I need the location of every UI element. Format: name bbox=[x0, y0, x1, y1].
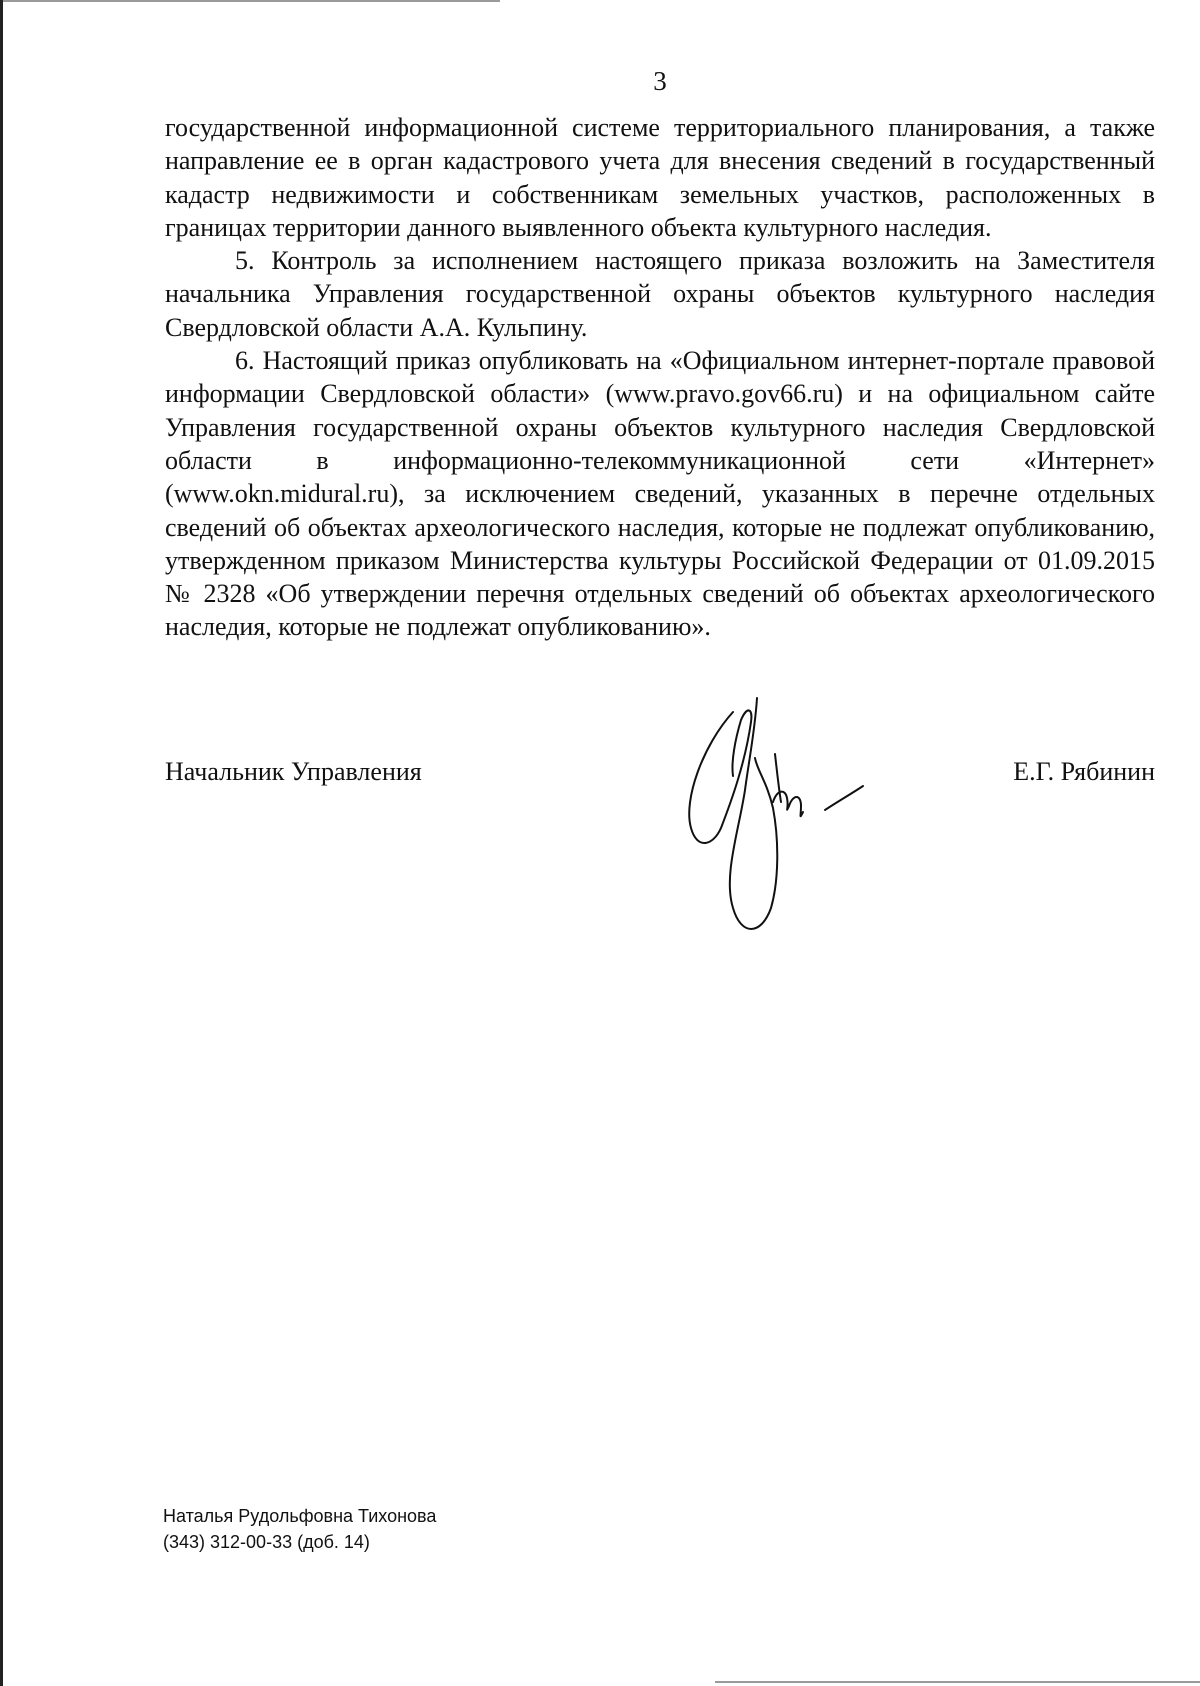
executor-info bbox=[163, 1503, 436, 1555]
signer-name: Е.Г. Рябинин bbox=[1013, 757, 1155, 786]
signer-title: Начальник Управления bbox=[165, 757, 422, 786]
scan-edge-bottom bbox=[715, 1681, 1200, 1683]
scan-edge-left bbox=[0, 0, 3, 1686]
page-number: 3 bbox=[653, 66, 667, 96]
handwritten-signature bbox=[675, 690, 905, 950]
scan-edge-top bbox=[0, 0, 500, 2]
paragraph-control-clause: 5. Контроль за исполнением настоящего приказа возложить на Заместителя начальника Управления государственной охраны объектов культурного наследия Свердловской области А.А. Кульпину. bbox=[165, 246, 1155, 342]
paragraph-publication-clause: 6. Настоящий приказ опубликовать на «Официальном интернет-портале правовой информации Свердловской области» (www.pravo.gov66.ru) и на официальном сайте Управления государственной охраны объектов культурного наследия Свердловской области в информационно-телекоммуникационной сети «Интернет» (www.okn.midural.ru), за исключением сведений, указанных в перечне отдельных сведений об объектах археологического наследия, которые не подлежат опубликованию, утвержденном приказом Министерства культуры Российской Федерации от 01.09.2015 № 2328 «Об утверждении перечня отдельных сведений об объектах археологического наследия, которые не подлежат опубликованию». bbox=[165, 346, 1155, 642]
document-body bbox=[165, 111, 1155, 644]
executor-name: Наталья Рудольфовна Тихонова bbox=[163, 1506, 437, 1526]
executor-phone: (343) 312-00-33 (доб. 14) bbox=[163, 1532, 370, 1552]
paragraph-continuation: государственной информационной системе территориального планирования, а также направление ее в орган кадастрового учета для внесения сведений в государственный кадастр недвижимости и собственникам земельных участков, расположенных в границах территории данного выявленного объекта культурного наследия. bbox=[165, 113, 1155, 242]
